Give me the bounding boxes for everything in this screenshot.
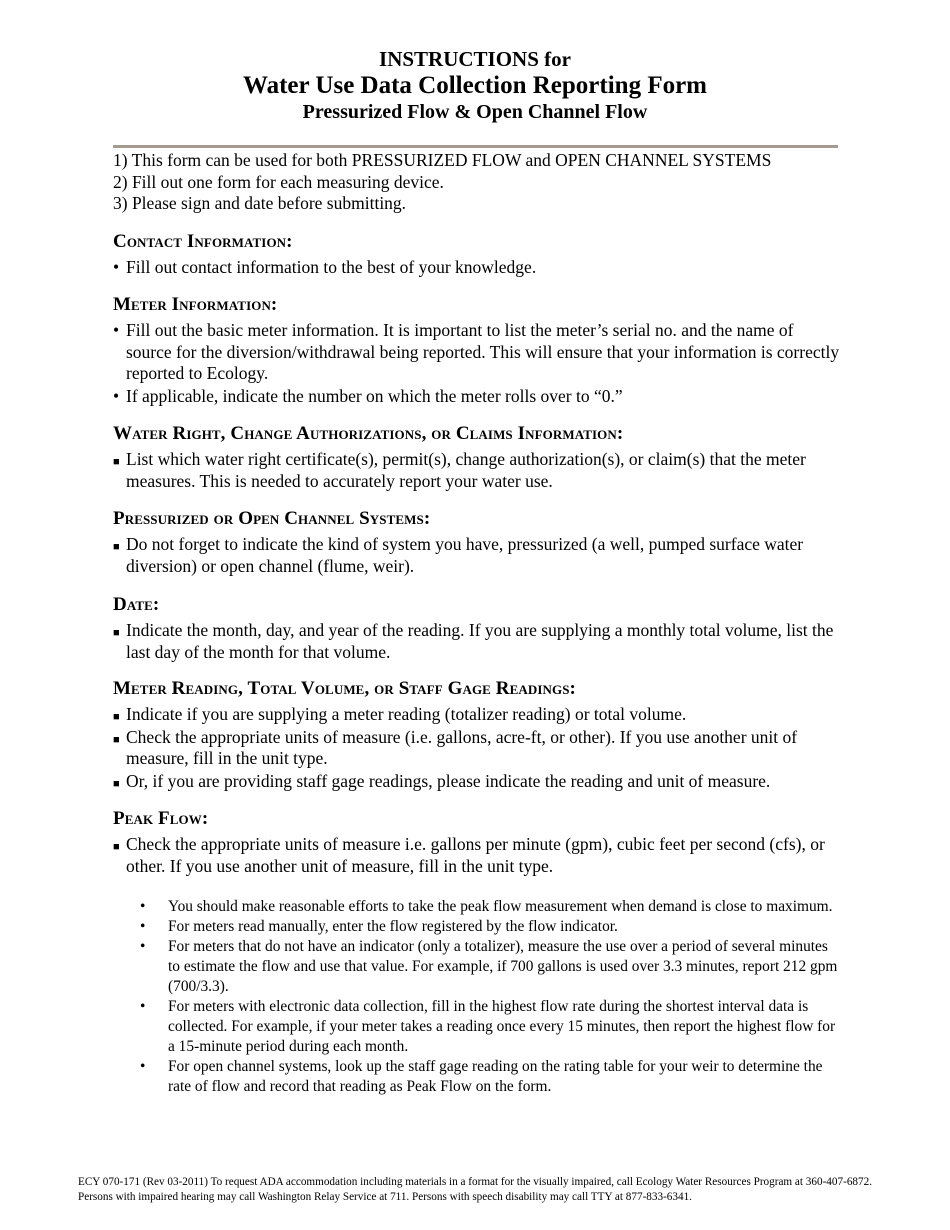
bullet-icon: • [140, 998, 146, 1015]
sub-list-item: • For open channel systems, look up the staff gage reading on the rating table for your weir to determine the rate of flow and record that reading as Peak Flow on the form. [140, 1058, 823, 1095]
list-item: ■ Check the appropriate units of measure i.e. gallons per minute (gpm), cubic feet per second (cfs), or other. If you use another unit of measure, fill in the unit type. [113, 834, 825, 876]
intro-item: 2) Fill out one form for each measuring device. [113, 171, 444, 192]
square-bullet-icon: ■ [113, 841, 120, 853]
section-heading: Meter Reading, Total Volume, or Staff Gage Readings: [113, 678, 576, 699]
page-subtitle: Pressurized Flow & Open Channel Flow [302, 101, 648, 123]
section-heading: Meter Information: [113, 294, 278, 315]
section-peak-flow [113, 808, 843, 878]
intro-item: 1) This form can be used for both PRESSURIZED FLOW and OPEN CHANNEL SYSTEMS [113, 150, 772, 170]
title-line-1: INSTRUCTIONS for [379, 47, 571, 71]
section-heading: Peak Flow: [113, 808, 209, 829]
section-date [113, 594, 843, 664]
header-divider [113, 145, 838, 148]
square-bullet-icon: ■ [113, 777, 120, 790]
list-item: ■ Indicate the month, day, and year of the reading. If you are supplying a monthly total volume, list the last day of the month for that volume. [113, 620, 834, 662]
intro-list [113, 150, 771, 215]
bullet-icon: • [140, 898, 146, 915]
sub-list-item: • For meters read manually, enter the flow registered by the flow indicator. [140, 918, 618, 935]
list-item: ■ Or, if you are providing staff gage readings, please indicate the reading and unit of measure. [113, 771, 843, 793]
footer-note: ECY 070-171 (Rev 03-2011) To request ADA accommodation including materials in a format for the visually impaired, call Ecology Water Resources Program at 360-407-6872. Persons with impaired hearing may call Washington Relay Service at 711. Persons with speech disability may call TTY at 877-833-6341. [78, 1176, 872, 1203]
list-item: ■ Indicate if you are supplying a meter reading (totalizer reading) or total volume. [113, 704, 843, 726]
bullet-icon: • [113, 385, 120, 406]
section-heading: Pressurized or Open Channel Systems: [113, 508, 431, 529]
section-systems [113, 508, 843, 578]
square-bullet-icon: ■ [113, 733, 120, 746]
sub-list-item: • You should make reasonable efforts to take the peak flow measurement when demand is close to maximum. [140, 898, 833, 915]
sub-list-item: • For meters with electronic data collection, fill in the highest flow rate during the shortest interval data is collected. For example, if your meter takes a reading once every 15 minutes, then report the highest flow for a 15-minute period during each month. [140, 998, 836, 1055]
list-item: • Fill out the basic meter information. It is important to list the meter’s serial no. and the name of source for the diversion/withdrawal being reported. This will ensure that your information is correctly reported to Ecology. [113, 320, 840, 383]
section-water-right [113, 423, 843, 493]
intro-item: 3) Please sign and date before submitting. [113, 193, 407, 213]
list-item: ■ List which water right certificate(s), permit(s), change authorization(s), or claim(s) that the meter measures. This is needed to accurately report your water use. [113, 449, 806, 491]
list-item: • Fill out contact information to the best of your knowledge. [113, 257, 537, 277]
square-bullet-icon: ■ [113, 627, 120, 639]
bullet-icon: • [140, 918, 146, 935]
bullet-icon: • [140, 938, 146, 955]
list-item: • If applicable, indicate the number on which the meter rolls over to “0.” [113, 385, 623, 406]
list-item: ■ Do not forget to indicate the kind of system you have, pressurized (a well, pumped surface water diversion) or open channel (flume, weir). [113, 534, 804, 576]
square-bullet-icon: ■ [113, 541, 120, 553]
section-heading: Water Right, Change Authorizations, or Claims Information: [113, 423, 624, 444]
list-item: ■ Check the appropriate units of measure (i.e. gallons, acre-ft, or other). If you use another unit of measure, fill in the unit type. [113, 726, 798, 768]
section-meter-reading [113, 678, 843, 793]
section-heading: Contact Information: [113, 231, 293, 252]
square-bullet-icon: ■ [113, 711, 120, 723]
bullet-icon: • [140, 1058, 146, 1075]
bullet-icon: • [113, 320, 120, 340]
sub-list-item: • For meters that do not have an indicator (only a totalizer), measure the use over a period of several minutes to estimate the flow and use that value. For example, if 700 gallons is used over 3.3 minutes, report 212 gpm (700/3.3). [140, 938, 838, 995]
section-meter [113, 294, 843, 408]
section-contact [113, 231, 843, 280]
square-bullet-icon: ■ [113, 456, 120, 468]
section-heading: Date: [113, 594, 160, 615]
page-title: Water Use Data Collection Reporting Form [242, 72, 708, 99]
bullet-icon: • [113, 257, 120, 277]
peak-flow-sublist [140, 897, 840, 1097]
